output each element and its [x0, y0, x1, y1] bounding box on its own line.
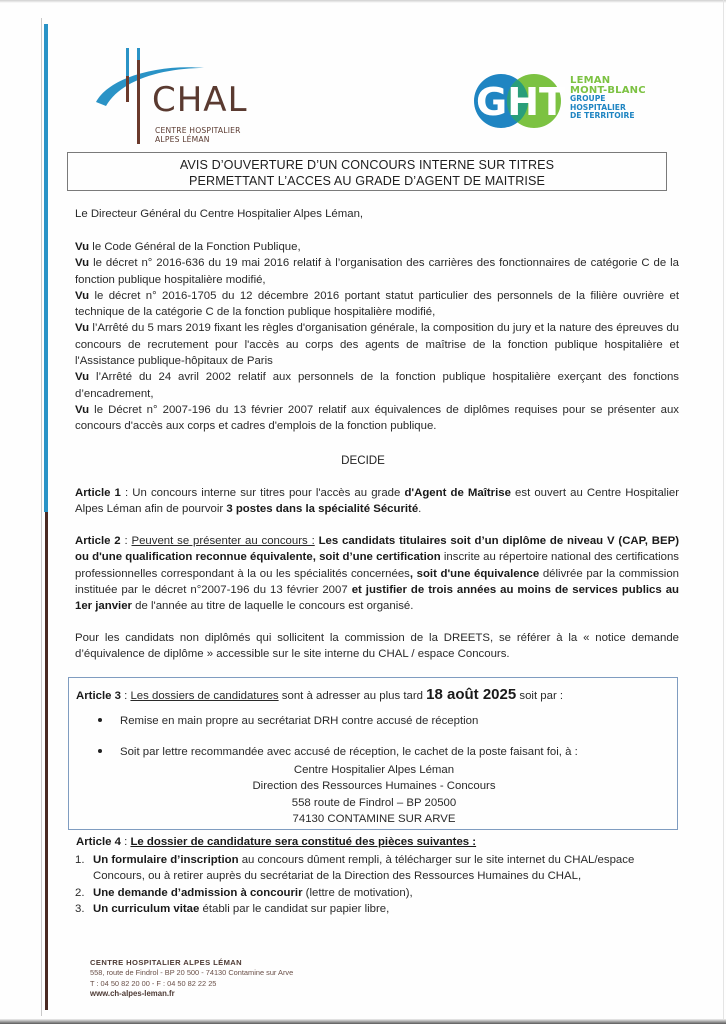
submission-method-item: Remise en main propre au secrétariat DRH contre accusé de réception — [98, 715, 478, 727]
scan-bottom-edge — [0, 1019, 726, 1024]
considerant-item: Vu le Code Général de la Fonction Publique, — [75, 241, 301, 253]
chal-subtitle-line2: ALPES LÉMAN — [155, 135, 210, 144]
title-line2: PERMETTANT L’ACCES AU GRADE D’AGENT DE MAITRISE — [189, 174, 545, 188]
considerant-item: Vu le décret n° 2016-636 du 19 mai 2016 relatif à l’organisation des carrières des fonctionnaires de catégorie C de la fonction publique hospitalière modifié, — [75, 257, 679, 286]
left-accent-bar-brown — [45, 512, 48, 1010]
article-3-heading: Article 3 : Les dossiers de candidatures sont à adresser au plus tard 18 août 2025 soit par : — [76, 686, 564, 703]
decide-heading: DECIDE — [341, 454, 385, 467]
intro-paragraph: Le Directeur Général du Centre Hospitalier Alpes Léman, — [75, 208, 364, 220]
considerant-item: Vu l’Arrêté du 5 mars 2019 fixant les règles d'organisation générale, la composition du jury et la nature des épreuves du concours de recrutement pour l'accès au corps des agents de maîtrise de la fonction publique hospitalière et l'Assistance publique-hôpitaux de Paris — [75, 322, 679, 368]
ght-text — [570, 76, 652, 121]
required-document-item: 3. Un curriculum vitae établi par le candidat sur papier libre, — [75, 903, 390, 915]
ght-mark-text: GHT — [476, 80, 565, 124]
title-line1: AVIS D’OUVERTURE D’UN CONCOURS INTERNE SUR TITRES — [179, 158, 555, 172]
ght-circles-icon — [472, 72, 568, 132]
left-accent-bar-blue — [44, 24, 48, 512]
chal-subtitle-line1: CENTRE HOSPITALIER — [155, 126, 241, 135]
dreets-note: Pour les candidats non diplômés qui sollicitent la commission de la DREETS, se référer à la « notice demande d’équivalence de diplôme » accessible sur le site interne du CHAL / espace Concours. — [75, 632, 679, 661]
ght-line2: MONT-BLANC — [570, 84, 646, 96]
considerants-block — [75, 239, 679, 435]
mailing-address — [69, 762, 679, 827]
address-line: Centre Hospitalier Alpes Léman — [293, 764, 455, 776]
scan-top-edge — [0, 0, 726, 3]
article-1: Article 1 : Un concours interne sur titres pour l'accès au grade d'Agent de Maîtrise est ouvert au Centre Hospitalier Alpes Léman afin de pourvoir 3 postes dans la spécialité Sécurité. — [75, 487, 679, 516]
footer-website-link[interactable]: www.ch-alpes-leman.fr — [90, 989, 175, 999]
page-footer — [90, 958, 293, 1000]
left-margin-rule — [41, 18, 42, 1016]
bullet-icon — [98, 749, 102, 753]
address-line: 558 route de Findrol – BP 20500 — [291, 796, 457, 809]
ght-line1: LEMAN — [570, 75, 611, 86]
considerant-item: Vu le décret n° 2016-1705 du 12 décembre 2016 portant statut particulier des personnels de la filière ouvrière et technique de la catégorie C de la fonction publique hospitalière modifié, — [75, 289, 679, 319]
chal-subtitle — [155, 126, 241, 144]
ght-line4: DE TERRITOIRE — [570, 111, 635, 120]
required-document-item: 1. Un formulaire d’inscription au concours dûment rempli, à télécharger sur le site internet du CHAL/espace Concours, ou à retirer auprès du secrétariat de la Direction des Ressources Humaines du CHAL, — [75, 854, 635, 883]
ght-logo — [472, 72, 652, 132]
footer-org: CENTRE HOSPITALIER ALPES LÉMAN — [90, 958, 243, 967]
address-line: Direction des Ressources Humaines - Concours — [252, 780, 496, 793]
required-document-item: 2. Une demande d’admission à concourir (lettre de motivation), — [75, 887, 413, 899]
considerant-item: Vu l’Arrêté du 24 avril 2002 relatif aux personnels de la fonction publique hospitalière exerçant des fonctions d’encadrement, — [75, 371, 679, 400]
footer-address: 558, route de Findrol - BP 20 500 - 74130 Contamine sur Arve — [90, 968, 294, 978]
article-3-box — [68, 677, 678, 830]
article-2: Article 2 : Peuvent se présenter au concours : Les candidats titulaires soit d’un diplôme de niveau V (CAP, BEP) ou d'une qualification reconnue équivalente, soit d’une certification inscrite au répertoire national des certifications professionnelles correspondant à la ou les spécialités concernées, soit d'une équivalence délivrée par la commission instituée par le décret n°2007-196 du 13 février 2007 et justifier de trois années au moins de services publics au 1er janvier de l'année au titre de laquelle le concours est organisé. — [75, 535, 679, 613]
footer-phone: T : 04 50 82 20 00 - F : 04 50 82 22 25 — [90, 978, 217, 988]
deadline-date: 18 août 2025 — [426, 686, 517, 703]
submission-method-item: Soit par lettre recommandée avec accusé de réception, le cachet de la poste faisant foi, à : — [98, 746, 578, 758]
right-page-edge — [723, 0, 724, 1024]
considerant-item: Vu le Décret n° 2007-196 du 13 février 2007 relatif aux équivalences de diplômes requises pour se présenter aux concours d'accès aux corps et cadres d'emplois de la fonction publique. — [75, 403, 679, 433]
bullet-icon — [98, 718, 102, 722]
address-line: 74130 CONTAMINE SUR ARVE — [292, 812, 456, 825]
article-4-heading: Article 4 : Le dossier de candidature sera constitué des pièces suivantes : — [76, 836, 477, 848]
chal-wordmark: CHAL — [152, 80, 248, 120]
chal-logo — [92, 46, 262, 146]
ght-line3: GROUPE HOSPITALIER — [570, 94, 626, 112]
document-title-box — [67, 152, 667, 191]
